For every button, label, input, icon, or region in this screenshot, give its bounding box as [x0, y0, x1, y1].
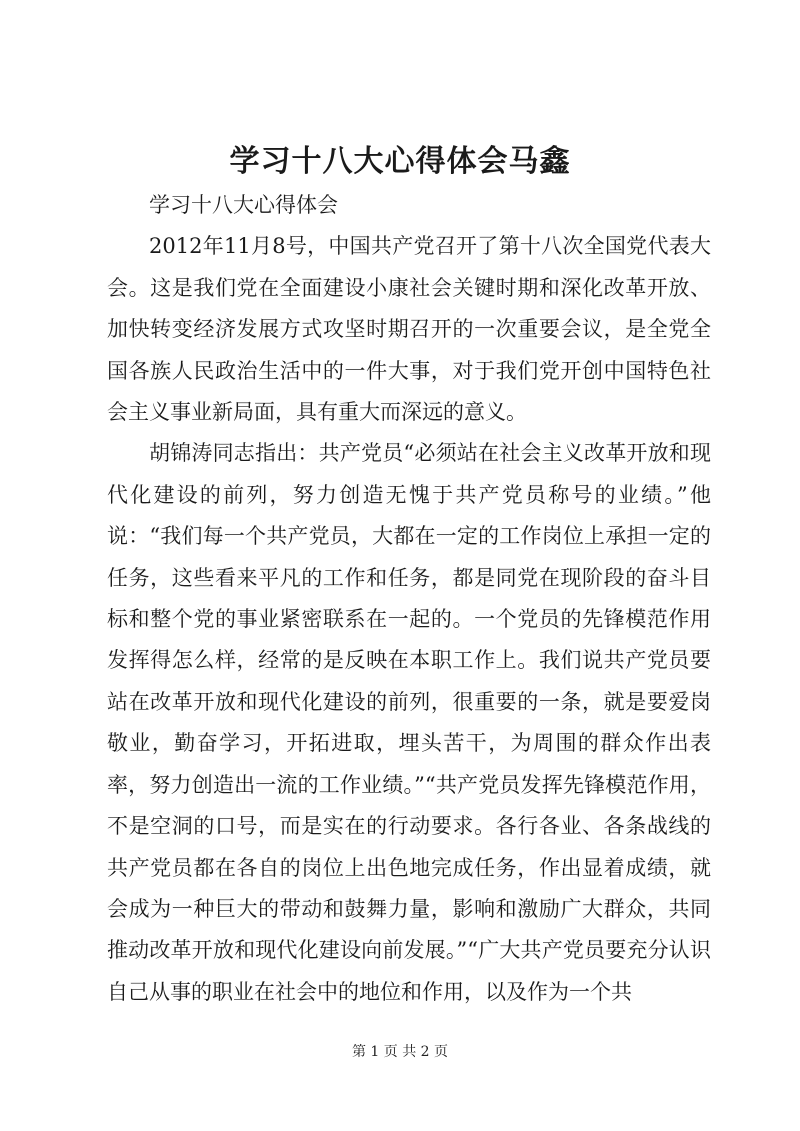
document-body	[107, 185, 711, 1013]
page-footer: 第 1 页 共 2 页	[351, 1044, 449, 1060]
paragraph: 2012年11月8号，中国共产党召开了第十八次全国党代表大会。这是我们党在全面建设小康社会关键时期和深化改革开放、加快转变经济发展方式攻坚时期召开的一次重要会议，是全党全国各族人民政治生活中的一件大事，对于我们党开创中国特色社会主义事业新局面，具有重大而深远的意义。	[107, 234, 711, 425]
document-title: 学习十八大心得体会马鑫	[229, 144, 571, 179]
document-subtitle: 学习十八大心得体会	[149, 193, 338, 217]
paragraph: 胡锦涛同志指出：共产党员“必须站在社会主义改革开放和现代化建设的前列，努力创造无愧于共产党员称号的业绩。”他说：“我们每一个共产党员，大都在一定的工作岗位上承担一定的任务，这些看来平凡的工作和任务，都是同党在现阶段的奋斗目标和整个党的事业紧密联系在一起的。一个党员的先锋模范作用发挥得怎么样，经常的是反映在本职工作上。我们说共产党员要站在改革开放和现代化建设的前列，很重要的一条，就是要爱岗敬业，勤奋学习，开拓进取，埋头苦干，为周围的群众作出表率，努力创造出一流的工作业绩。”“共产党员发挥先锋模范作用，不是空洞的口号，而是实在的行动要求。各行各业、各条战线的共产党员都在各自的岗位上出色地完成任务，作出显着成绩，就会成为一种巨大的带动和鼓舞力量，影响和激励广大群众，共同推动改革开放和现代化建设向前发展。”“广大共产党员要充分认识自己从事的职业在社会中的地位和作用，以及作为一个共	[107, 441, 711, 1004]
